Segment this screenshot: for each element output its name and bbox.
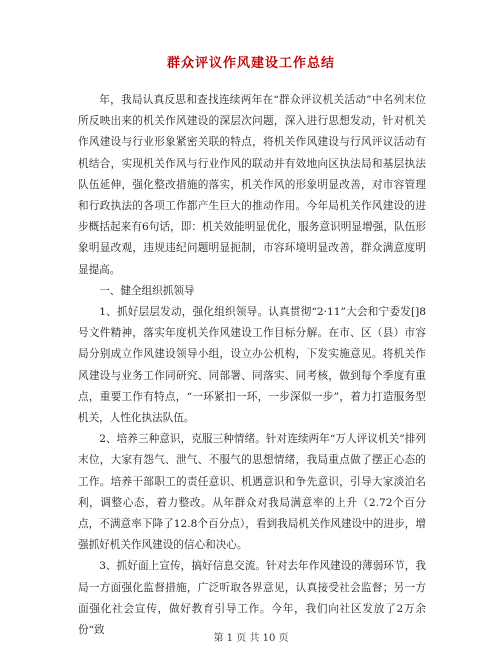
- document-body: [78, 90, 426, 641]
- paragraph-item-3: 3、抓好面上宣传，搞好信息交流。针对去年作风建设的薄弱环节，我局一方面强化监督措施，广泛听取各界意见，认真接受社会监督；另一方面强化社会宣传，做好教育引导工作。今年，我们向社区发放了2万余份“致: [78, 560, 426, 637]
- paragraph-intro: 年，我局认真反思和查找连续两年在“群众评议机关活动”中名列末位所反映出来的机关作风建设的深层次问题，深入进行思想发动，针对机关作风建设与行业形象紧密关联的特点，将机关作风建设与行风评议活动有机结合，实现机关作风与行业作风的联动并有效地向区执法局和基层执法队伍延伸，强化整改措施的落实，机关作风的形象明显改善，对市容管理和行政执法的各项工作都产生巨大的推动作用。今年局机关作风建设的进步概括起来有6句话，即：机关效能明显优化，服务意识明显增强，队伍形象明显改观，违规违纪问题明显扼制，市容环境明显改善，群众满意度明显提高。: [78, 94, 426, 276]
- document-title: 群众评议作风建设工作总结: [166, 56, 335, 71]
- page-indicator: 第 1 页 共 10 页: [213, 633, 289, 644]
- paragraph-item-2: 2、培养三种意识，克服三种情绪。针对连续两年“万人评议机关”排列末位，大家有怨气、泄气、不服气的思想情绪，我局重点做了摆正心态的工作。培养干部职工的责任意识、机遇意识和争先意识，引导大家淡泊名利，调整心态，着力整改。从年群众对我局满意率的上升（2.72个百分点，不满意率下降了12.8个百分点），看到我局机关作风建设中的进步，增强抓好机关作风建设的信心和决心。: [78, 433, 426, 552]
- section-heading: 一、健全组织抓领导: [99, 284, 195, 297]
- paragraph-item-1: 1、抓好层层发动，强化组织领导。认真贯彻“2·11”大会和宁委发[]8号文件精神，落实年度机关作风建设工作目标分解。在市、区（县）市容局分别成立作风建设领导小组，设立办公机构，下发实施意见。将机关作风建设与业务工作同研究、同部署、同落实、同考核，做到每个季度有重点，重要工作有特点，“一环紧扣一环，一步深似一步”，着力打造服务型机关，人性化执法队伍。: [78, 306, 426, 425]
